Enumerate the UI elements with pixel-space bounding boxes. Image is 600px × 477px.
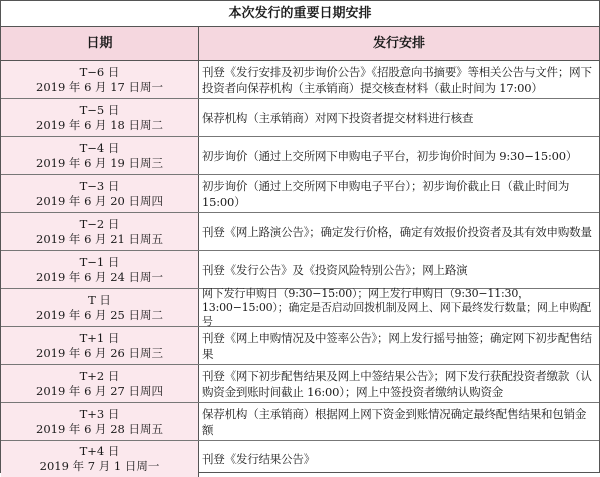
- arrangement-cell: [202, 99, 594, 136]
- calendar-date: 2019 年 6 月 20 日周四: [36, 193, 163, 208]
- table-row: [1, 251, 599, 289]
- t-day-label: T−6 日: [79, 64, 120, 79]
- calendar-date: 2019 年 7 月 1 日周一: [39, 459, 160, 473]
- date-cell: [1, 251, 199, 288]
- arrangement-cell: [202, 441, 594, 477]
- date-cell: [1, 365, 199, 402]
- arrangement-cell: [202, 251, 594, 288]
- calendar-date: 2019 年 6 月 21 日周五: [36, 231, 163, 246]
- t-day-label: T−4 日: [79, 140, 120, 155]
- calendar-date: 2019 年 6 月 26 日周三: [36, 345, 163, 360]
- schedule-table: [1, 27, 599, 472]
- t-day-label: T+4 日: [79, 444, 120, 458]
- arrangement-text: 刊登《发行公告》及《投资风险特别公告》；网上路演: [202, 262, 468, 277]
- t-day-label: T 日: [88, 292, 111, 307]
- calendar-date: 2019 年 6 月 28 日周五: [36, 421, 163, 436]
- arrangement-text: 刊登《发行安排及初步询价公告》《招股意向书摘要》等相关公告与文件；网下投资者向保荐机构（主承销商）提交核查材料（截止时间为 17:00）: [202, 64, 592, 95]
- calendar-date: 2019 年 6 月 24 日周一: [36, 269, 163, 284]
- table-row: [1, 175, 599, 213]
- header-date: 日期: [1, 27, 199, 60]
- arrangement-text: 保荐机构（主承销商）对网下投资者提交材料进行核查: [202, 110, 474, 125]
- arrangement-text: 刊登《网下初步配售结果及网上中签结果公告》；网下发行获配投资者缴款（认购资金到账时间截止 16:00）；网上中签投资者缴纳认购资金: [202, 368, 592, 399]
- table-row: [1, 365, 599, 403]
- header-arrangement: 发行安排: [372, 36, 425, 51]
- calendar-date: 2019 年 6 月 27 日周四: [36, 383, 163, 398]
- date-cell: [1, 441, 199, 477]
- t-day-label: T+1 日: [79, 330, 120, 345]
- arrangement-cell: [202, 286, 594, 328]
- arrangement-text: 初步询价（通过上交所网下申购电子平台）；初步询价截止日（截止时间为 15:00）: [202, 178, 570, 209]
- arrangement-cell: [202, 213, 594, 250]
- arrangement-cell: [202, 365, 594, 402]
- table-row: [1, 441, 599, 477]
- arrangement-text: 刊登《发行结果公告》: [202, 452, 315, 466]
- t-day-label: T−1 日: [79, 254, 120, 269]
- arrangement-text: 刊登《网上申购情况及中签率公告》；网上发行摇号抽签；确定网下初步配售结果: [202, 330, 592, 361]
- calendar-date: 2019 年 6 月 18 日周二: [36, 117, 163, 132]
- calendar-date: 2019 年 6 月 19 日周三: [36, 155, 163, 170]
- arrangement-text: 初步询价（通过上交所网下申购电子平台，初步询价时间为 9:30−15:00）: [202, 148, 578, 163]
- t-day-label: T+2 日: [79, 368, 120, 383]
- calendar-date: 2019 年 6 月 17 日周一: [36, 79, 163, 94]
- t-day-label: T−3 日: [79, 178, 120, 193]
- arrangement-cell: [202, 61, 594, 98]
- arrangement-text: 网下发行申购日（9:30−15:00）；网上发行申购日（9:30−11:30，13:00−15:00）；确定是否启动回拨机制及网上、网下最终发行数量；网上申购配号: [202, 286, 591, 328]
- arrangement-cell: [202, 403, 594, 440]
- table-header: [1, 27, 599, 61]
- arrangement-cell: [202, 175, 594, 212]
- arrangement-text: 保荐机构（主承销商）根据网上网下资金到账情况确定最终配售结果和包销金额: [202, 406, 587, 437]
- date-cell: [1, 175, 199, 212]
- date-cell: [1, 327, 199, 364]
- date-cell: [1, 213, 199, 250]
- arrangement-cell: [202, 137, 594, 174]
- table-row: [1, 403, 599, 441]
- date-cell: [1, 61, 199, 98]
- table-row: [1, 99, 599, 137]
- table-row: [1, 137, 599, 175]
- t-day-label: T−5 日: [79, 102, 120, 117]
- table-row: [1, 213, 599, 251]
- table-body: [1, 61, 599, 477]
- arrangement-text: 刊登《网上路演公告》；确定发行价格，确定有效报价投资者及其有效申购数量: [202, 224, 592, 239]
- arrangement-cell: [202, 327, 594, 364]
- date-cell: [1, 137, 199, 174]
- date-cell: [1, 289, 199, 326]
- calendar-date: 2019 年 6 月 25 日周二: [36, 307, 163, 322]
- date-cell: [1, 99, 199, 136]
- t-day-label: T−2 日: [79, 216, 120, 231]
- table-row: [1, 61, 599, 99]
- t-day-label: T+3 日: [79, 406, 120, 421]
- table-row: [1, 286, 599, 328]
- date-cell: [1, 403, 199, 440]
- page-title: 本次发行的重要日期安排: [1, 1, 599, 27]
- table-row: [1, 327, 599, 365]
